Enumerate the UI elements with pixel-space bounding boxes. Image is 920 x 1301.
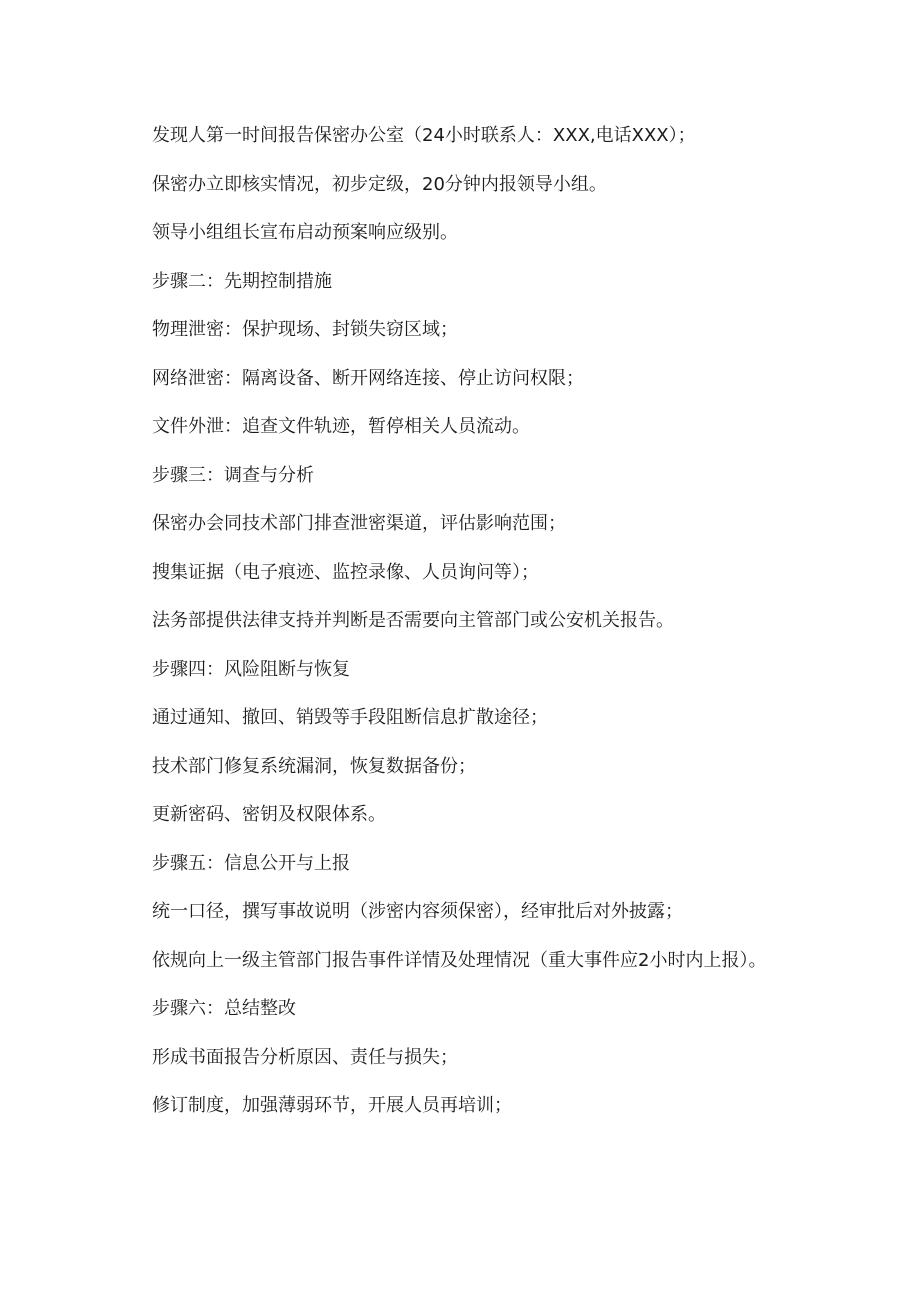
paragraph-report-upward: 依规向上一级主管部门报告事件详情及处理情况（重大事件应2小时内上报）。 — [152, 949, 767, 971]
paragraph-update-keys: 更新密码、密钥及权限体系。 — [152, 804, 386, 825]
paragraph-file-leak: 文件外泄：追查文件轨迹，暂停相关人员流动。 — [152, 416, 530, 437]
paragraph-legal-support: 法务部提供法律支持并判断是否需要向主管部门或公安机关报告。 — [152, 610, 674, 631]
paragraph-repair-system: 技术部门修复系统漏洞，恢复数据备份； — [152, 755, 476, 777]
document-body — [113, 112, 803, 1131]
paragraph-disclosure: 统一口径，撰写事故说明（涉密内容须保密），经审批后对外披露； — [152, 901, 683, 922]
paragraph-revise-training: 修订制度，加强薄弱环节，开展人员再培训； — [152, 1095, 512, 1116]
heading-step-two: 步骤二：先期控制措施 — [152, 270, 332, 292]
heading-step-four: 步骤四：风险阻断与恢复 — [152, 658, 350, 680]
paragraph-physical-leak: 物理泄密：保护现场、封锁失窃区域； — [152, 319, 458, 340]
heading-step-three: 步骤三：调查与分析 — [152, 464, 314, 486]
paragraph-network-leak: 网络泄密：隔离设备、断开网络连接、停止访问权限； — [152, 367, 584, 389]
paragraph-block-spread: 通过通知、撤回、销毁等手段阻断信息扩散途径； — [152, 707, 548, 728]
paragraph-verify-grade: 保密办立即核实情况，初步定级，20分钟内报领导小组。 — [152, 173, 607, 195]
paragraph-launch-response: 领导小组组长宣布启动预案响应级别。 — [152, 222, 458, 243]
heading-step-six: 步骤六：总结整改 — [152, 998, 296, 1019]
paragraph-collect-evidence: 搜集证据（电子痕迹、监控录像、人员询问等）； — [152, 561, 539, 583]
paragraph-investigate-channel: 保密办会同技术部门排查泄密渠道，评估影响范围； — [152, 513, 566, 534]
paragraph-written-report: 形成书面报告分析原因、责任与损失； — [152, 1046, 458, 1068]
paragraph-report-contact: 发现人第一时间报告保密办公室（24小时联系人：XXX,电话XXX）； — [152, 125, 696, 146]
heading-step-five: 步骤五：信息公开与上报 — [152, 852, 350, 874]
